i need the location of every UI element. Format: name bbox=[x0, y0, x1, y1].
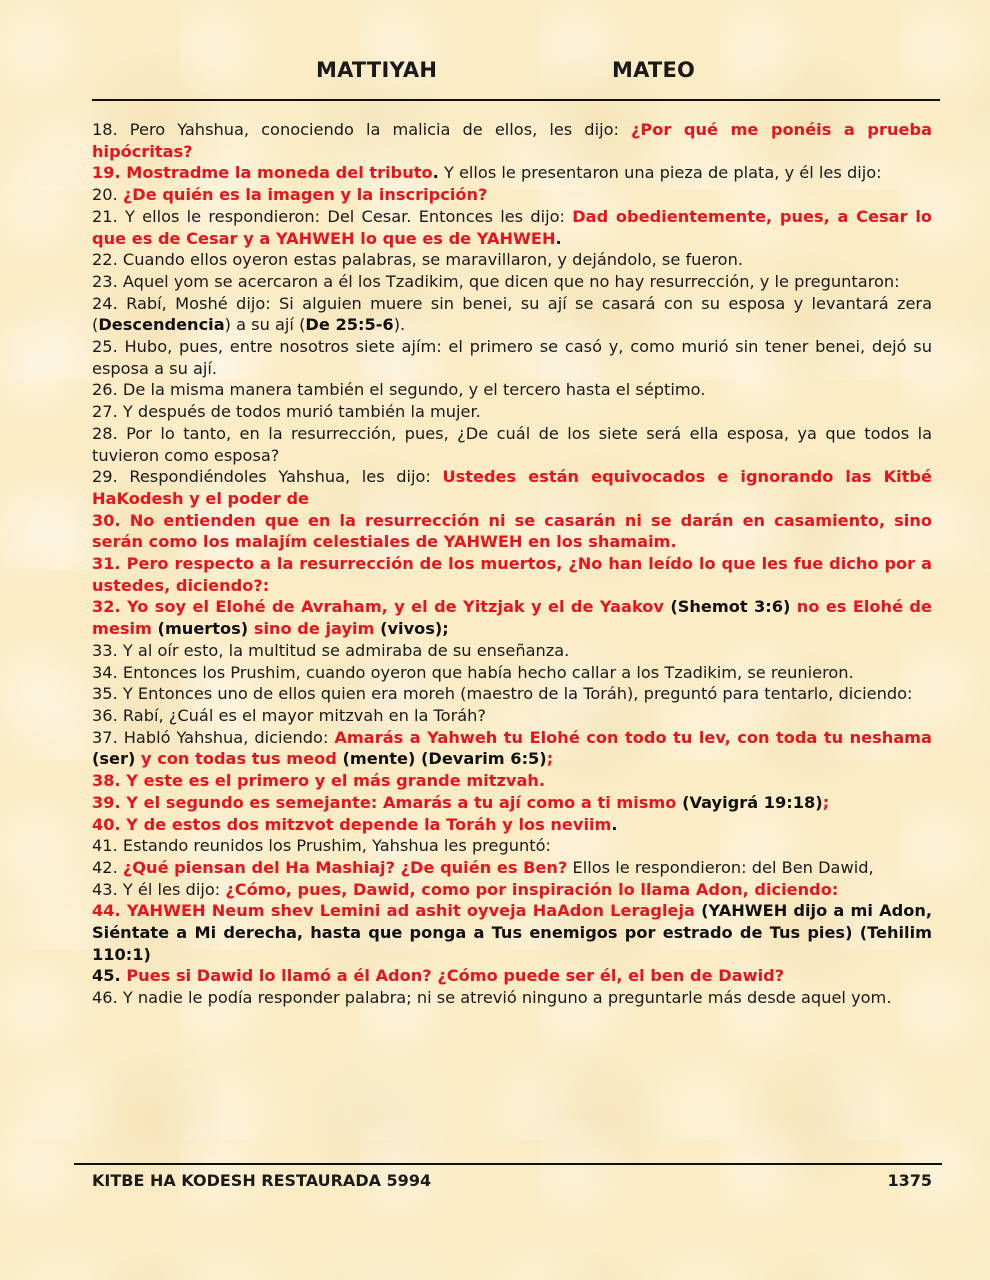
verse-30: 30. No entienden que en la resurrección ni se casarán ni se darán en casamiento, sino serán como los malajím celestiales de YAHWEH en los shamaim. bbox=[92, 510, 932, 552]
verse-37: 37. Habló Yahshua, diciendo: Amarás a Yahweh tu Elohé con todo tu lev, con toda tu neshama (ser) y con todas tus meod (mente) (Devarim 6:5); bbox=[92, 727, 932, 769]
verse-33: 33. Y al oír esto, la multitud se admiraba de su enseñanza. bbox=[92, 640, 570, 660]
verse-44: 44. YAHWEH Neum shev Lemini ad ashit oyveja HaAdon Leragleja (YAHWEH dijo a mi Adon, Siéntate a Mi derecha, hasta que ponga a Tus enemigos por estrado de Tus pies) (Tehilim 110:1) bbox=[92, 901, 932, 964]
verse-46: 46. Y nadie le podía responder palabra; ni se atrevió ninguno a preguntarle más desde aquel yom. bbox=[92, 988, 892, 1008]
verse-20: 20. ¿De quién es la imagen y la inscripción? bbox=[92, 185, 488, 205]
verse-38: 38. Y este es el primero y el más grande mitzvah. bbox=[92, 771, 546, 791]
verse-26: 26. De la misma manera también el segundo, y el tercero hasta el séptimo. bbox=[92, 380, 706, 400]
verse-43: 43. Y él les dijo: ¿Cómo, pues, Dawid, como por inspiración lo llama Adon, diciendo: bbox=[92, 879, 839, 899]
verse-36: 36. Rabí, ¿Cuál es el mayor mitzvah en la Toráh? bbox=[92, 705, 486, 725]
header-book-title-hebrew: MATTIYAH bbox=[316, 58, 438, 82]
verse-34: 34. Entonces los Prushim, cuando oyeron que había hecho callar a los Tzadikim, se reunieron. bbox=[92, 662, 854, 682]
page-header bbox=[0, 58, 990, 90]
page-number: 1375 bbox=[887, 1171, 932, 1190]
verse-35: 35. Y Entonces uno de ellos quien era moreh (maestro de la Toráh), preguntó para tentarlo, diciendo: bbox=[92, 684, 913, 704]
verse-29: 29. Respondiéndoles Yahshua, les dijo: Ustedes están equivocados e ignorando las Kitbé HaKodesh y el poder de bbox=[92, 467, 932, 508]
verse-31: 31. Pero respecto a la resurrección de los muertos, ¿No han leído lo que les fue dicho por a ustedes, diciendo?: bbox=[92, 554, 932, 595]
verse-42: 42. ¿Qué piensan del Ha Mashiaj? ¿De quién es Ben? Ellos le respondieron: del Ben Dawid, bbox=[92, 857, 874, 877]
footer-publication-title: KITBE HA KODESH RESTAURADA 5994 bbox=[92, 1171, 432, 1190]
page-footer bbox=[92, 1171, 932, 1190]
verse-25: 25. Hubo, pues, entre nosotros siete ajím: el primero se casó y, como murió sin tener benei, dejó su esposa a su ají. bbox=[92, 337, 932, 378]
footer-divider bbox=[74, 1163, 942, 1165]
verse-23: 23. Aquel yom se acercaron a él los Tzadikim, que dicen que no hay resurrección, y le preguntaron: bbox=[92, 271, 900, 291]
verse-19: 19. Mostradme la moneda del tributo. Y ellos le presentaron una pieza de plata, y él les dijo: bbox=[92, 163, 882, 183]
verse-24: 24. Rabí, Moshé dijo: Si alguien muere sin benei, su ají se casará con su esposa y levantará zera (Descendencia) a su ají (De 25:5-6). bbox=[92, 293, 932, 335]
verse-27: 27. Y después de todos murió también la mujer. bbox=[92, 402, 481, 422]
verse-40: 40. Y de estos dos mitzvot depende la Toráh y los neviim. bbox=[92, 814, 618, 834]
verse-22: 22. Cuando ellos oyeron estas palabras, se maravillaron, y dejándolo, se fueron. bbox=[92, 250, 743, 270]
verse-39: 39. Y el segundo es semejante: Amarás a tu ají como a ti mismo (Vayigrá 19:18); bbox=[92, 792, 830, 812]
verse-32: 32. Yo soy el Elohé de Avraham, y el de Yitzjak y el de Yaakov (Shemot 3:6) no es Elohé de mesim (muertos) sino de jayim (vivos); bbox=[92, 597, 933, 639]
verse-41: 41. Estando reunidos los Prushim, Yahshua les preguntó: bbox=[92, 836, 551, 856]
verse-28: 28. Por lo tanto, en la resurrección, pues, ¿De cuál de los siete será ella esposa, ya que todos la tuvieron como esposa? bbox=[92, 423, 932, 465]
verse-text-body bbox=[92, 119, 932, 1009]
verse-18: 18. Pero Yahshua, conociendo la malicia de ellos, les dijo: ¿Por qué me ponéis a prueba hipócritas? bbox=[92, 120, 932, 161]
verse-21: 21. Y ellos le respondieron: Del Cesar. Entonces les dijo: Dad obedientemente, pues, a Cesar lo que es de Cesar y a YAHWEH lo que es de YAHWEH. bbox=[92, 206, 932, 248]
verse-45: 45. Pues si Dawid lo llamó a él Adon? ¿Cómo puede ser él, el ben de Dawid? bbox=[92, 966, 785, 986]
header-book-title-spanish: MATEO bbox=[612, 58, 696, 82]
header-divider bbox=[92, 99, 940, 101]
